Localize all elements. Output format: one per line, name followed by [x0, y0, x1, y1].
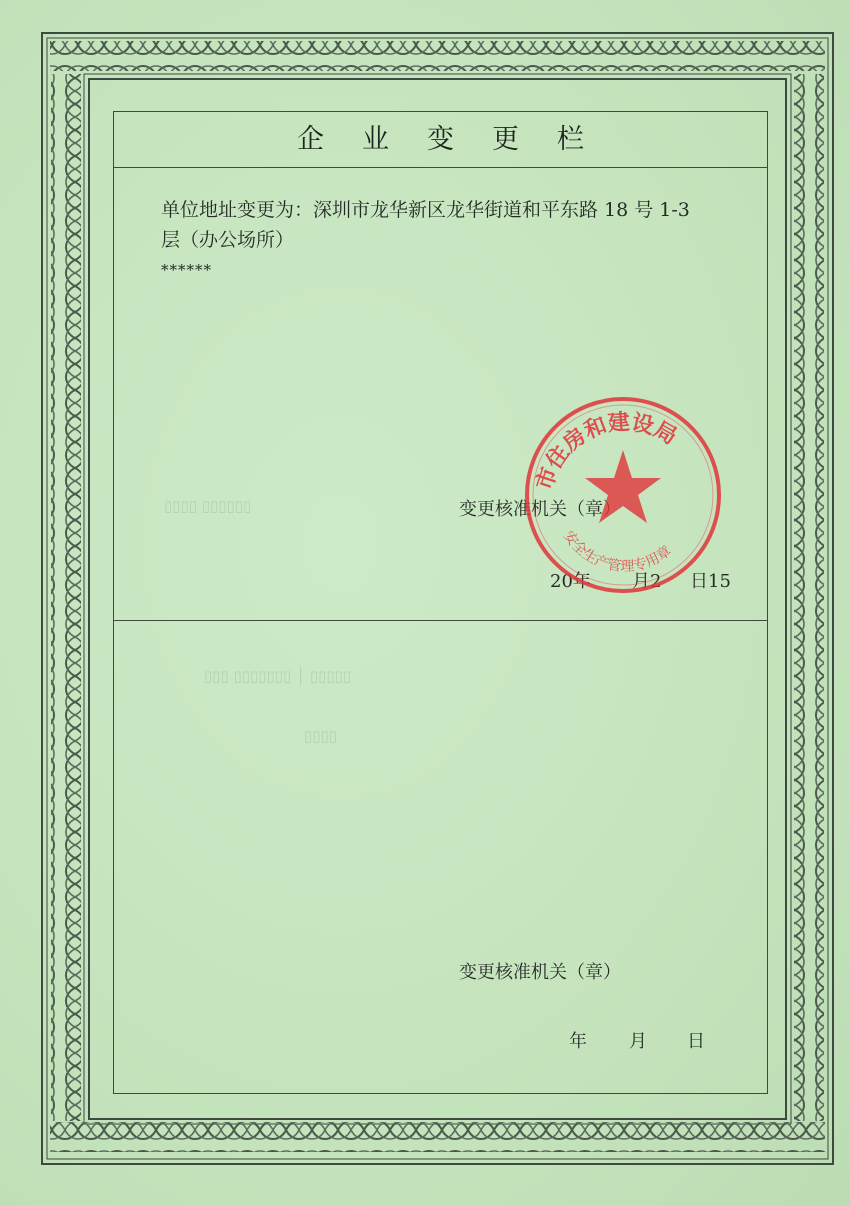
official-seal: [520, 392, 726, 598]
approval-authority-label-2: 变更核准机关（章）: [459, 962, 621, 983]
bleed-through-mark: ▯▯▯▯: [304, 727, 338, 745]
date-day: 日: [687, 1031, 705, 1052]
svg-text:安全生产管理专用章: [560, 528, 675, 575]
change-entry-line-1: 单位地址变更为：深圳市龙华新区龙华街道和平东路 18 号 1-3: [161, 199, 690, 221]
change-entry-stars: ******: [161, 261, 212, 279]
seal-text-bottom: 安全生产管理专用章: [559, 528, 675, 576]
date-day: 日15: [690, 571, 731, 592]
change-entry-text: [161, 195, 771, 285]
change-entry-line-2: 层（办公场所）: [161, 229, 295, 251]
approval-date-2: [569, 1027, 769, 1051]
date-month: 月2: [632, 571, 662, 592]
document-title: 企业变更栏: [297, 124, 622, 155]
section-divider: [114, 620, 767, 621]
approval-authority-label-1: 变更核准机关（章）: [459, 499, 621, 520]
seal-star-icon: [585, 450, 661, 523]
bleed-through-mark: ▯▯▯ ▯▯▯▯▯▯▯ │ ▯▯▯▯▯: [204, 667, 352, 685]
date-year: 年: [569, 1031, 587, 1052]
change-record-frame: [113, 111, 768, 1094]
seal-text-top: 市住房和建设局: [532, 410, 681, 494]
frame-header: [114, 112, 767, 168]
bleed-through-mark: ▯▯▯▯ ▯▯▯▯▯▯: [164, 497, 252, 515]
date-year: 20年: [550, 571, 591, 592]
date-month: 月: [629, 1031, 647, 1052]
